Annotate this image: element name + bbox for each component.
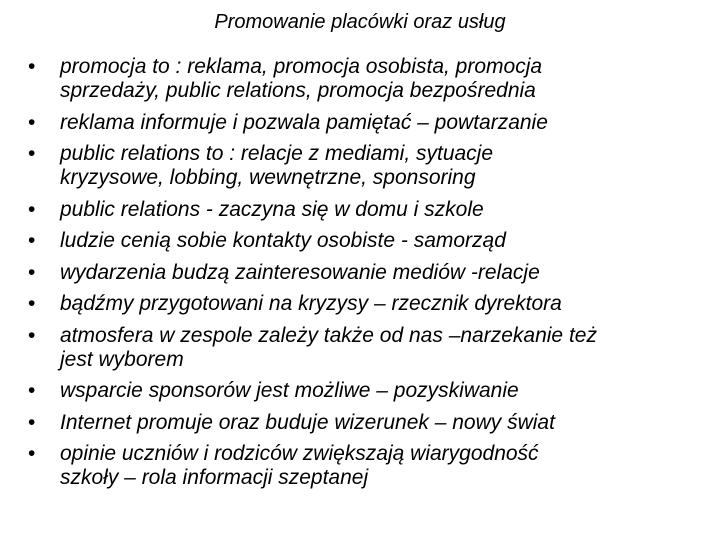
bullet-marker: • [28, 142, 36, 165]
bullet-item [28, 198, 708, 222]
bullet-item [28, 411, 708, 435]
slide-title: Promowanie placówki oraz usług [214, 11, 506, 33]
bullet-item [28, 261, 708, 285]
bullet-text-line: Internet promuje oraz buduje wizerunek – nowy świat [60, 410, 555, 434]
bullet-text-line: ludzie cenią sobie kontakty osobiste - samorząd [60, 229, 506, 252]
bullet-marker: • [28, 410, 36, 434]
bullet-marker: • [28, 442, 36, 465]
bullet-text-line: wydarzenia budzą zainteresowanie mediów -relacje [60, 260, 540, 284]
bullet-text-line: wsparcie sponsorów jest możliwe – pozyskiwanie [60, 379, 519, 402]
bullet-item [28, 229, 708, 253]
bullet-text-line: opinie uczniów i rodziców zwiększają wiarygodność [60, 442, 539, 465]
bullet-text-line: kryzysowe, lobbing, wewnętrzne, sponsoring [60, 166, 476, 189]
bullet-marker: • [28, 292, 36, 315]
bullet-text-line: jest wyborem [60, 347, 184, 371]
bullet-item [28, 442, 708, 490]
bullet-marker: • [28, 379, 36, 402]
bullet-text-line: public relations - zaczyna się w domu i szkole [60, 197, 484, 221]
bullet-marker: • [28, 229, 36, 252]
bullet-item [28, 324, 708, 372]
bullet-text-line: promocja to : reklama, promocja osobista, promocja [60, 55, 543, 78]
bullet-marker: • [28, 110, 36, 134]
bullet-marker: • [28, 323, 36, 347]
bullet-text-line: bądźmy przygotowani na kryzysy – rzecznik dyrektora [60, 292, 562, 315]
bullet-text-line: atmosfera w zespole zależy także od nas –narzekanie też [60, 323, 597, 347]
bullet-item [28, 292, 708, 316]
bullet-text-line: sprzedaży, public relations, promocja bezpośrednia [60, 79, 536, 102]
bullet-marker: • [28, 197, 36, 221]
bullet-item [28, 379, 708, 403]
bullet-marker: • [28, 260, 36, 284]
bullet-item [28, 111, 708, 135]
bullet-text-line: szkoły – rola informacji szeptanej [60, 466, 369, 489]
bullet-text-line: public relations to : relacje z mediami, sytuacje [60, 142, 494, 165]
bullet-item [28, 55, 708, 103]
bullet-list [28, 55, 708, 498]
bullet-marker: • [28, 55, 36, 78]
bullet-text-line: reklama informuje i pozwala pamiętać – powtarzanie [60, 110, 548, 134]
bullet-item [28, 142, 708, 190]
